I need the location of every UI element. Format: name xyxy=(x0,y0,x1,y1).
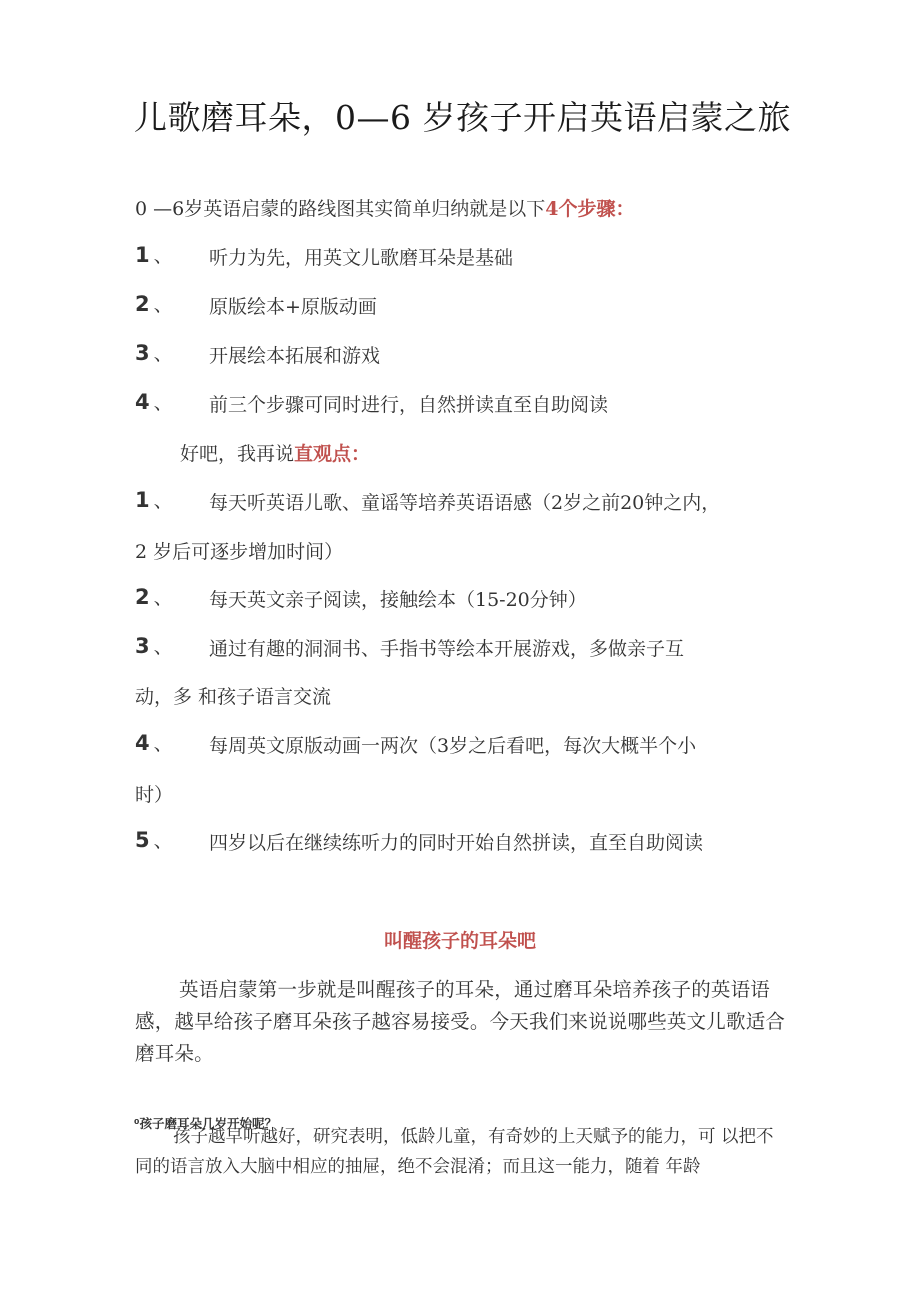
point-number-2: 2 、 xyxy=(135,585,173,609)
step-text-4: 前三个步骤可同时进行，自然拼读直至自助阅读 xyxy=(209,394,609,416)
point-text-3: 通过有趣的洞洞书、手指书等绘本开展游戏，多做亲子互 xyxy=(209,638,685,660)
step-text-1: 听力为先，用英文儿歌磨耳朵是基础 xyxy=(209,247,514,269)
step-number-1: 1 、 xyxy=(135,243,173,267)
answer-paragraph: 孩子越早听越好，研究表明，低龄儿童，有奇妙的上天赋予的能力，可 以把不同的语言放入大脑中相应的抽屉，绝不会混淆；而且这一能力，随着 年龄 xyxy=(135,1127,774,1177)
point-number-4: 4 、 xyxy=(135,731,173,755)
point-number-1: 1 、 xyxy=(135,488,173,512)
step-number-2: 2 、 xyxy=(135,292,173,316)
point-text-5: 四岁以后在继续练听力的同时开始自然拼读，直至自助阅读 xyxy=(209,832,704,854)
question-heading: ⁰孩子磨耳朵几岁开始呢？ xyxy=(134,1116,277,1131)
section-title: 叫醒孩子的耳朵吧 xyxy=(383,930,536,952)
point-cont-1: 2 岁后可逐步增加时间） xyxy=(135,541,344,563)
step-text-3: 开展绘本拓展和游戏 xyxy=(209,345,381,367)
intro-line xyxy=(135,194,634,221)
point-cont-4: 时） xyxy=(135,784,174,806)
section-paragraph: 英语启蒙第一步就是叫醒孩子的耳朵，通过磨耳朵培养孩子的英语语感，越早给孩子磨耳朵孩子越容易接受。今天我们来说说哪些英文儿歌适合磨耳朵。 xyxy=(135,978,786,1065)
page-title: 儿歌磨耳朵，0—6 岁孩子开启英语启蒙之旅 xyxy=(134,98,791,137)
step-number-3: 3 、 xyxy=(135,341,173,365)
point-text-1: 每天听英语儿歌、童谣等培养英语语感（2岁之前20钟之内， xyxy=(209,492,721,514)
point-text-2: 每天英文亲子阅读，接触绘本（15-20分钟） xyxy=(209,589,587,611)
point-number-3: 3 、 xyxy=(135,634,173,658)
intro-text: 0 —6岁英语启蒙的路线图其实简单归纳就是以下 xyxy=(135,198,546,220)
step-number-4: 4 、 xyxy=(135,390,173,414)
point-cont-3: 动，多 和孩子语言交流 xyxy=(135,686,332,708)
point-number-5: 5 、 xyxy=(135,828,173,852)
step-text-2: 原版绘本+原版动画 xyxy=(209,296,377,318)
intro-highlight: 4个步骤： xyxy=(545,198,635,220)
point-text-4: 每周英文原版动画一两次（3岁之后看吧，每次大概半个小 xyxy=(209,735,697,757)
intuitive-line: 好吧，我再说直观点： xyxy=(180,443,371,465)
